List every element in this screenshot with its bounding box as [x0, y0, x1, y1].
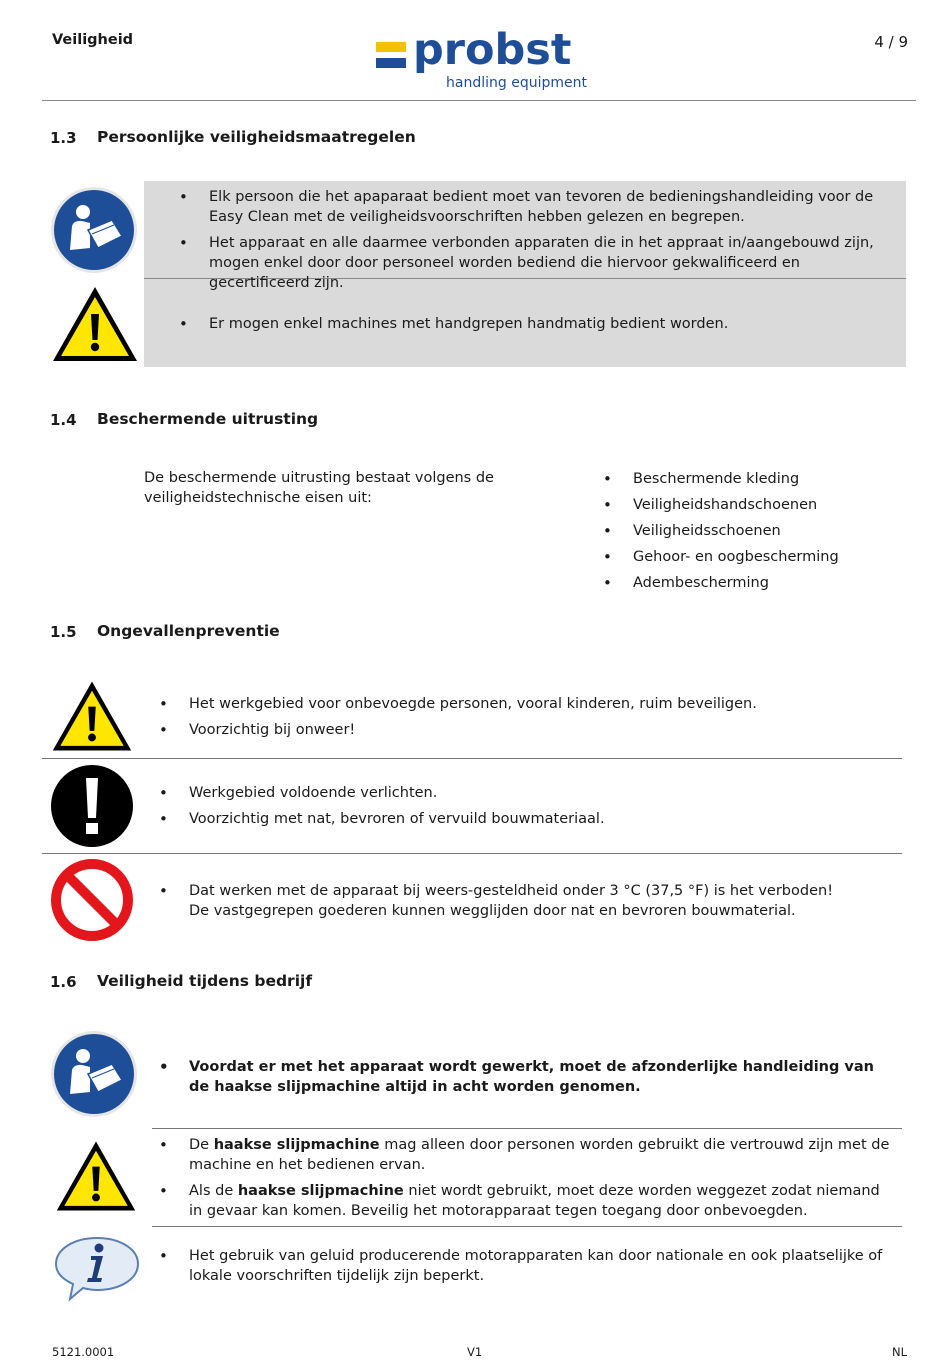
list-item: • Voordat er met het apparaat wordt gewerkt, moet de afzonderlijke handleiding van de haakse slijpmachine altijd in acht worden genomen.	[153, 1057, 893, 1097]
list-item	[153, 881, 893, 921]
bullet-list	[153, 694, 893, 746]
section-number: 1.4	[50, 411, 77, 429]
list-item-text: Dat werken met de apparaat bij weers-gesteldheid onder 3 °C (37,5 °F) is het verboden!	[189, 883, 834, 899]
row-divider	[42, 853, 902, 854]
list-item: • Het werkgebied voor onbevoegde personen, vooral kinderen, ruim beveiligen.	[153, 694, 893, 714]
manual-icon	[50, 1030, 138, 1118]
text: niet wordt gebruikt, moet deze worden weggezet zodat niemand in gevaar kan komen. Beveilig het motorapparaat tegen toegang door onbevoegden.	[189, 1183, 880, 1219]
logo-word: probst	[413, 25, 572, 75]
info-icon	[52, 1234, 142, 1302]
prohibited-icon	[50, 858, 134, 942]
bullet-list	[145, 314, 900, 340]
header-section-name: Veiligheid	[52, 32, 134, 48]
equipment-list	[597, 469, 897, 599]
text: De	[189, 1137, 214, 1153]
bullet-list	[153, 1057, 893, 1103]
manual-icon	[50, 186, 138, 274]
bullet-list	[153, 1246, 893, 1292]
text: Als de	[189, 1183, 238, 1199]
section-title: Veiligheid tijdens bedrijf	[97, 972, 313, 990]
bullet-list	[153, 1135, 893, 1227]
footer-version: V1	[467, 1345, 483, 1359]
bullet-list	[153, 783, 893, 835]
list-item: • Werkgebied voldoende verlichten.	[153, 783, 893, 803]
list-item: • Er mogen enkel machines met handgrepen handmatig bedient worden.	[145, 314, 900, 334]
header-rule	[42, 100, 916, 101]
list-item: • Voorzichtig bij onweer!	[153, 720, 893, 740]
list-item: • Het gebruik van geluid producerende motorapparaten kan door nationale en ook plaatselijke of lokale voorschriften tijdelijk zijn beperkt.	[153, 1246, 893, 1286]
row-divider	[152, 1128, 902, 1129]
equipment-intro: De beschermende uitrusting bestaat volgens de veiligheidstechnische eisen uit:	[144, 470, 494, 506]
section-number: 1.6	[50, 973, 77, 991]
logo-bar-yellow	[376, 42, 406, 52]
warning-icon	[54, 1138, 138, 1214]
section-number: 1.3	[50, 129, 77, 147]
list-item: • Beschermende kleding	[597, 469, 897, 489]
row-divider	[152, 1226, 902, 1227]
bold-term: haakse slijpmachine	[237, 1183, 404, 1199]
logo-bar-blue	[376, 58, 406, 68]
bullet-list	[153, 881, 893, 921]
bullet-list	[145, 187, 900, 299]
section-title: Persoonlijke veiligheidsmaatregelen	[97, 128, 416, 146]
section-title: Beschermende uitrusting	[97, 410, 319, 428]
list-item: • Het apparaat en alle daarmee verbonden apparaten die in het appraat in/aangebouwd zijn, mogen enkel door door personeel worden bediend die hiervoor gekwalificeerd en gecertificeerd zijn.	[145, 233, 900, 293]
section-number: 1.5	[50, 623, 77, 641]
list-item-extra: De vastgegrepen goederen kunnen wegglijden door nat en bevroren bouwmaterial.	[189, 903, 796, 919]
page-number: 4 / 9	[874, 33, 908, 51]
warning-icon	[50, 678, 134, 754]
list-item: • Voorzichtig met nat, bevroren of vervuild bouwmateriaal.	[153, 809, 893, 829]
logo-subtitle: handling equipment	[446, 75, 587, 91]
attention-icon	[50, 764, 134, 848]
list-item	[153, 1181, 893, 1221]
list-item: • Elk persoon die het apaparaat bedient moet van tevoren de bedieningshandleiding voor de Easy Clean met de veiligheidsvoorschriften hebben gelezen en begrepen.	[145, 187, 900, 227]
bold-term: haakse slijpmachine	[213, 1137, 380, 1153]
list-item: • Gehoor- en oogbescherming	[597, 547, 897, 567]
footer-doc-number: 5121.0001	[52, 1345, 115, 1359]
list-item	[153, 1135, 893, 1175]
list-item: • Veiligheidsschoenen	[597, 521, 897, 541]
row-divider	[42, 758, 902, 759]
probst-logo	[376, 25, 591, 94]
warning-icon	[50, 284, 140, 364]
text: mag alleen door personen worden gebruikt die vertrouwd zijn met de machine en het bedienen ervan.	[189, 1137, 890, 1173]
list-item: • Veiligheidshandschoenen	[597, 495, 897, 515]
list-item: • Adembescherming	[597, 573, 897, 593]
section-title: Ongevallenpreventie	[97, 622, 280, 640]
footer-language: NL	[892, 1345, 908, 1359]
